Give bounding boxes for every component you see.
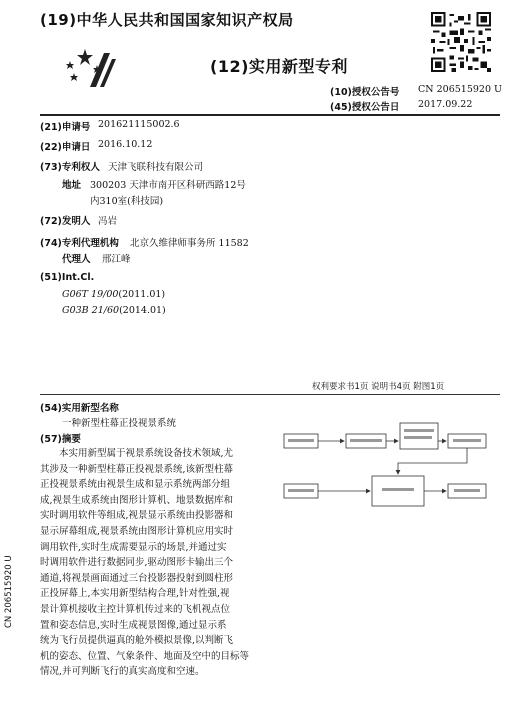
- patent-office-header: (19)中华人民共和国国家知识产权局: [40, 11, 294, 29]
- application-number-label: (21)申请号: [40, 122, 91, 133]
- header-divider: [40, 114, 500, 116]
- utility-model-title-label: (54)实用新型名称: [40, 403, 119, 414]
- document-type-title: (12)实用新型专利: [210, 57, 348, 76]
- filing-date-value: 2016.10.12: [98, 139, 153, 150]
- abstract-line: 显示屏幕组成,视景系统由图形计算机应用实时: [40, 525, 234, 537]
- abstract-line: 其涉及一种新型柱幕正投视景系统,该新型柱幕: [40, 463, 234, 475]
- abstract-line: 成,视景生成系统由图形计算机、地景数据库和: [40, 494, 234, 506]
- diagram-arrow: [398, 448, 467, 474]
- abstract-line: 调用软件,实时生成需要显示的场景,并通过实: [40, 541, 227, 553]
- abstract-line: 情况,并可判断飞行的真实高度和空速。: [40, 666, 205, 678]
- patentee-label: (73)专利权人: [40, 162, 100, 173]
- publication-number-label: (10)授权公告号: [330, 87, 400, 98]
- abstract-line: 时调用软件进行数据同步,驱动图形卡输出三个: [40, 557, 234, 569]
- publication-date-label: (45)授权公告日: [330, 102, 400, 113]
- address-line-1: 300203 天津市南开区科研西路12号: [90, 180, 246, 191]
- utility-model-title: 一种新型柱幕正投视景系统: [62, 418, 177, 429]
- ipc-code: G06T 19/00: [62, 289, 119, 300]
- patentee-value: 天津飞联科技有限公司: [108, 162, 204, 173]
- abstract-line: 正投屏幕上,本实用新型结构合理,针对性强,视: [40, 588, 230, 600]
- address-line-2: 内310室(科技园): [90, 196, 164, 207]
- ipc-entry: [62, 289, 165, 300]
- filing-date-label: (22)申请日: [40, 142, 91, 153]
- ipc-entry: [62, 305, 166, 316]
- patent-agency-label: (74)专利代理机构: [40, 238, 119, 249]
- agent-value: 邢江峰: [102, 254, 131, 265]
- cnipa-emblem-icon: [60, 47, 120, 89]
- ipc-year: (2011.01): [118, 289, 166, 300]
- abstract-line: 本实用新型属于视景系统设备技术领域,尤: [59, 448, 234, 459]
- abstract-text: [40, 446, 272, 680]
- abstract-label: (57)摘要: [40, 434, 81, 445]
- abstract-line: 通道,将视景画面通过三台投影器投射到圆柱形: [40, 572, 234, 584]
- patent-agency-value: 北京久维律师事务所 11582: [130, 238, 249, 249]
- qr-code-icon: [431, 12, 491, 72]
- pages-summary: 权利要求书1页 说明书4页 附图1页: [312, 382, 445, 392]
- abstract-line: 统为飞行员提供逼真的舱外模拟景像,以判断飞: [40, 635, 234, 647]
- abstract-figure: [278, 408, 508, 518]
- abstract-line: 景计算机接收主控计算机传过来的飞机视点位: [40, 603, 231, 615]
- summary-divider: [40, 394, 500, 395]
- abstract-line: 正投视景系统由视景生成和显示系统两部分组: [40, 479, 231, 491]
- ipc-year: (2014.01): [119, 305, 166, 316]
- vertical-publication-number: CN 206515920 U: [4, 555, 14, 628]
- abstract-line: 置和姿态信息,实时生成视景图像,通过显示系: [40, 619, 227, 631]
- application-number-value: 201621115002.6: [98, 119, 180, 130]
- address-label: 地址: [62, 180, 82, 191]
- abstract-line: 机的姿态、位置、气象条件、地面及空中的目标等: [40, 650, 250, 662]
- inventor-label: (72)发明人: [40, 216, 91, 227]
- abstract-line: 实时调用软件等组成,视景显示系统由投影器和: [40, 510, 234, 522]
- publication-number-value: CN 206515920 U: [418, 84, 503, 95]
- int-cl-label: (51)Int.Cl.: [40, 272, 95, 283]
- publication-date-value: 2017.09.22: [418, 99, 473, 110]
- inventor-value: 冯岩: [98, 216, 118, 227]
- agent-label: 代理人: [62, 254, 91, 265]
- ipc-code: G03B 21/60: [62, 305, 120, 316]
